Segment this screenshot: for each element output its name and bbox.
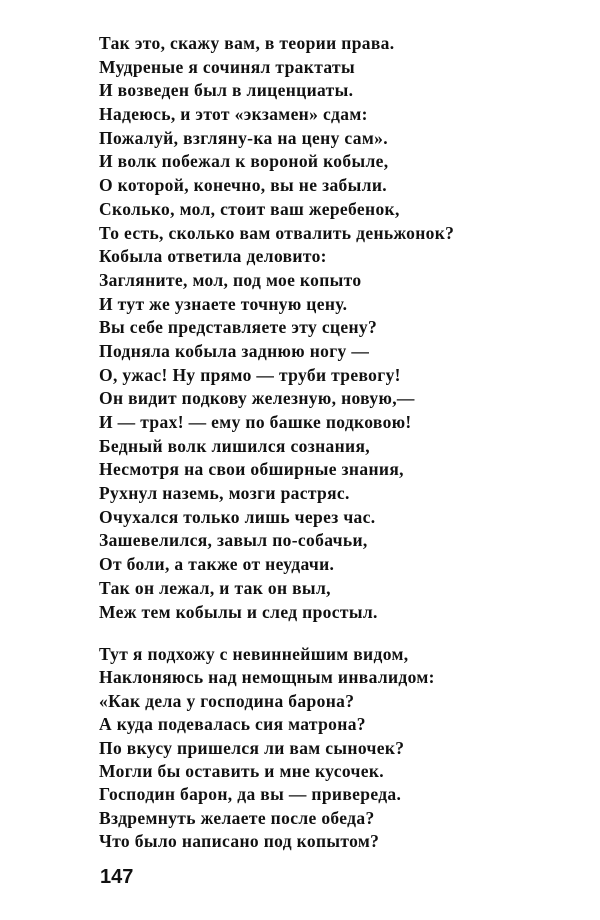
verse-line: Очухался только лишь через час. [99, 506, 376, 527]
verse-line: Так это, скажу вам, в теории права. [99, 33, 395, 53]
verse-line: Мудреные я сочинял трактаты [99, 56, 355, 77]
verse-line: Зашевелился, завыл по-собачьи, [99, 530, 368, 551]
stanza-1 [99, 32, 454, 624]
verse-line: Наклоняюсь над немощным инвалидом: [99, 667, 435, 688]
verse-line: Сколько, мол, стоит ваш жеребенок, [99, 198, 400, 219]
verse-line: Меж тем кобылы и след простыл. [99, 601, 378, 622]
verse-line: О которой, конечно, вы не забыли. [99, 175, 387, 196]
verse-line: И — трах! — ему по башке подковою! [99, 412, 412, 432]
verse-line: А куда подевалась сия матрона? [99, 714, 366, 735]
verse-line: То есть, сколько вам отвалить деньжонок? [99, 222, 455, 243]
verse-line: Бедный волк лишился сознания, [99, 435, 371, 456]
verse-line: Кобыла ответила деловито: [99, 246, 327, 267]
verse-line: Господин барон, да вы — привереда. [99, 784, 402, 805]
verse-line: О, ужас! Ну прямо — труби тревогу! [99, 364, 401, 385]
stanza-2 [99, 643, 435, 854]
verse-line: Тут я подхожу с невиннейшим видом, [99, 644, 409, 664]
verse-line: Вы себе представляете эту сцену? [99, 317, 378, 338]
verse-line: Вздремнуть желаете после обеда? [99, 807, 375, 828]
verse-line: И возведен был в лиценциаты. [99, 80, 354, 101]
verse-line: Загляните, мол, под мое копыто [99, 269, 362, 290]
verse-line: Подняла кобыла заднюю ногу — [99, 340, 370, 361]
verse-line: Могли бы оставить и мне кусочек. [99, 760, 385, 781]
verse-line: По вкусу пришелся ли вам сыночек? [99, 737, 405, 758]
page-number: 147 [100, 866, 134, 888]
verse-line: Несмотря на свои обширные знания, [99, 459, 404, 480]
verse-line: Что было написано под копытом? [99, 831, 380, 852]
verse-line: И тут же узнаете точную цену. [99, 293, 348, 314]
verse-line: «Как дела у господина барона? [99, 690, 355, 711]
verse-line: Он видит подкову железную, новую,— [99, 388, 415, 409]
verse-line: Так он лежал, и так он выл, [99, 577, 331, 598]
verse-line: И волк побежал к вороной кобыле, [99, 151, 389, 172]
verse-line: От боли, а также от неудачи. [99, 554, 335, 575]
verse-line: Рухнул наземь, мозги растряс. [99, 483, 350, 504]
verse-line: Надеюсь, и этот «экзамен» сдам: [99, 104, 368, 125]
verse-line: Пожалуй, взгляну-ка на цену сам». [99, 127, 388, 148]
